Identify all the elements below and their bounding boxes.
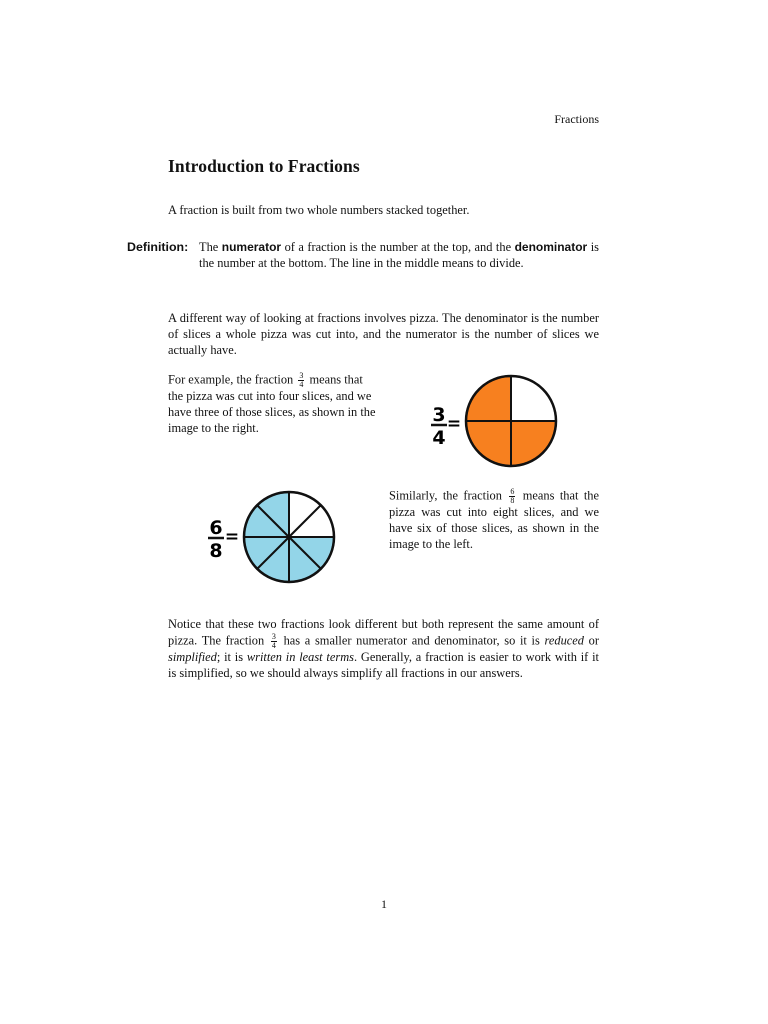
- pie-figure-three-quarters: [426, 370, 560, 474]
- definition-label: Definition:: [127, 240, 189, 254]
- pie-chart: [466, 376, 556, 466]
- denominator-term: denominator: [514, 240, 588, 254]
- pie-figure-denominator: 8: [209, 540, 223, 562]
- pie-figure-equals: =: [446, 414, 462, 434]
- reduced-term: reduced: [544, 633, 584, 648]
- running-header: Fractions: [554, 112, 599, 126]
- notice-paragraph: Notice that these two fractions look different but both represent the same amount of pizza. The fraction $\frac{3}{4}$ has a smaller numerator and denominator, so it is reduced or simplified; it is written in least terms. Generally, a fraction is easier to work with if it is simplified, so we should always simplify all fractions in our answers.: [168, 617, 599, 680]
- least-terms-phrase: written in least terms: [246, 649, 354, 664]
- example-six-eighths-paragraph: Similarly, the fraction $\frac{6}{8}$ means that the pizza was cut into eight slices, and we have six of those slices, as shown in the image to the left.: [389, 487, 600, 551]
- pizza-intro-paragraph: A different way of looking at fractions involves pizza. The denominator is the number of slices a whole pizza was cut into, and the numerator is the number of slices we actually have.: [168, 311, 599, 357]
- pie-figure-numerator: 6: [209, 517, 223, 539]
- pie-figure-numerator: 3: [432, 404, 446, 426]
- inline-fraction: $\frac{6}{8}$: [510, 487, 515, 505]
- intro-paragraph: A fraction is built from two whole numbers stacked together.: [168, 203, 470, 217]
- simplified-term: simplified: [168, 649, 217, 664]
- pie-figure-six-eighths: [202, 488, 338, 588]
- definition-body: The numerator of a fraction is the number at the top, and the denominator is the number at the bottom. The line in the middle means to divide.: [199, 240, 599, 270]
- inline-fraction: $\frac{3}{4}$: [299, 371, 304, 389]
- pie-chart: [244, 492, 334, 582]
- pie-figure-equals: =: [224, 527, 240, 547]
- example-three-quarters-paragraph: For example, the fraction $\frac{3}{4}$ means that the pizza was cut into four slices, and we have three of those slices, as shown in the image to the right.: [168, 371, 376, 435]
- pie-figure-denominator: 4: [432, 427, 446, 449]
- page-number: 1: [381, 897, 387, 911]
- inline-fraction: $\frac{3}{4}$: [271, 631, 276, 650]
- numerator-term: numerator: [221, 240, 282, 254]
- page-title: Introduction to Fractions: [168, 156, 360, 176]
